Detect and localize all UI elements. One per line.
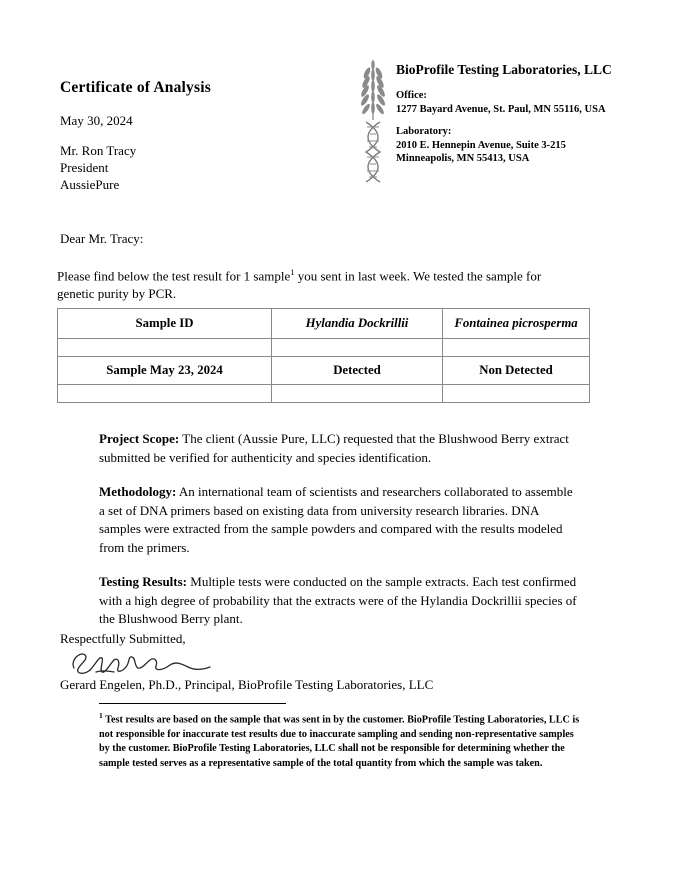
footnote-marker: 1 bbox=[99, 711, 103, 720]
section-project-scope bbox=[99, 430, 581, 467]
closing-line: Respectfully Submitted, bbox=[60, 631, 186, 646]
laboratory-label: Laboratory: bbox=[396, 126, 452, 137]
section-heading-methodology: Methodology: bbox=[99, 484, 177, 499]
intro-paragraph bbox=[57, 263, 577, 303]
addressee-company: AussiePure bbox=[60, 177, 120, 192]
lab-name: BioProfile Testing Laboratories, LLC bbox=[396, 62, 612, 77]
table-cell-sample-id: Sample May 23, 2024 bbox=[58, 357, 272, 385]
table-header-sample-id: Sample ID bbox=[58, 309, 272, 339]
signer-line: Gerard Engelen, Ph.D., Principal, BioProfile Testing Laboratories, LLC bbox=[60, 677, 434, 692]
section-testing-results bbox=[99, 573, 581, 629]
table-spacer-cell bbox=[272, 339, 443, 357]
intro-text-after: you sent in last week. We tested the sample for genetic purity by PCR. bbox=[57, 268, 542, 302]
page-title: Certificate of Analysis bbox=[60, 79, 211, 96]
laboratory-address-line2: Minneapolis, MN 55413, USA bbox=[396, 153, 530, 164]
table-spacer-cell bbox=[58, 385, 272, 403]
addressee-name: Mr. Ron Tracy bbox=[60, 143, 137, 158]
footnote-text: Test results are based on the sample that was sent in by the customer. BioProfile Testing Laboratories, LLC is not responsible for inaccurate test results due to inaccurate sampling and sending non-representative samples by the customer. BioProfile Testing Laboratories, LLC shall not be responsible for determining whether the sample tested serves as a representative sample of the total quantity from which the sample was taken. bbox=[99, 714, 580, 769]
salutation: Dear Mr. Tracy: bbox=[60, 231, 144, 246]
footnote-divider bbox=[99, 703, 286, 704]
results-table bbox=[57, 308, 590, 403]
intro-text-before: Please find below the test result for 1 sample bbox=[57, 268, 291, 284]
table-spacer-row bbox=[58, 385, 590, 403]
table-spacer-row bbox=[58, 339, 590, 357]
table-spacer-cell bbox=[58, 339, 272, 357]
office-label: Office: bbox=[396, 90, 427, 101]
addressee-title: President bbox=[60, 160, 109, 175]
section-heading-project-scope: Project Scope: bbox=[99, 431, 180, 446]
table-header-row bbox=[58, 309, 590, 339]
handwritten-signature bbox=[66, 648, 216, 680]
section-body-project-scope: The client (Aussie Pure, LLC) requested that the Blushwood Berry extract submitted be verified for authenticity and species identification. bbox=[99, 431, 569, 465]
laboratory-block bbox=[396, 125, 666, 166]
section-body-methodology: An international team of scientists and researchers collaborated to assemble a set of DNA primers based on existing data from university research libraries. DNA samples were extracted from the sample powders and compared with the results modeled from the primers. bbox=[99, 484, 573, 555]
letterhead bbox=[0, 58, 679, 198]
table-spacer-cell bbox=[443, 339, 590, 357]
footnote bbox=[99, 709, 581, 771]
table-spacer-cell bbox=[272, 385, 443, 403]
laboratory-address-line1: 2010 E. Hennepin Avenue, Suite 3-215 bbox=[396, 139, 566, 151]
table-header-hylandia: Hylandia Dockrillii bbox=[272, 309, 443, 339]
office-block bbox=[396, 89, 666, 116]
lab-contact-block bbox=[396, 62, 666, 166]
section-methodology bbox=[99, 483, 581, 557]
table-spacer-cell bbox=[443, 385, 590, 403]
addressee-block bbox=[60, 142, 136, 193]
footnote-marker-inline: 1 bbox=[290, 267, 295, 277]
wheat-dna-logo-icon bbox=[352, 58, 394, 188]
table-cell-hylandia-result: Detected bbox=[272, 357, 443, 385]
section-heading-testing-results: Testing Results: bbox=[99, 574, 188, 589]
table-header-fontainea: Fontainea picrosperma bbox=[443, 309, 590, 339]
office-address: 1277 Bayard Avenue, St. Paul, MN 55116, USA bbox=[396, 103, 606, 115]
narrative-sections bbox=[99, 430, 581, 645]
table-row bbox=[58, 357, 590, 385]
section-body-testing-results: Multiple tests were conducted on the sample extracts. Each test confirmed with a high degree of probability that the extracts were of the Hylandia Dockrillii species of the Blushwood Berry plant. bbox=[99, 574, 577, 626]
table-cell-fontainea-result: Non Detected bbox=[443, 357, 590, 385]
letter-date: May 30, 2024 bbox=[60, 113, 133, 128]
